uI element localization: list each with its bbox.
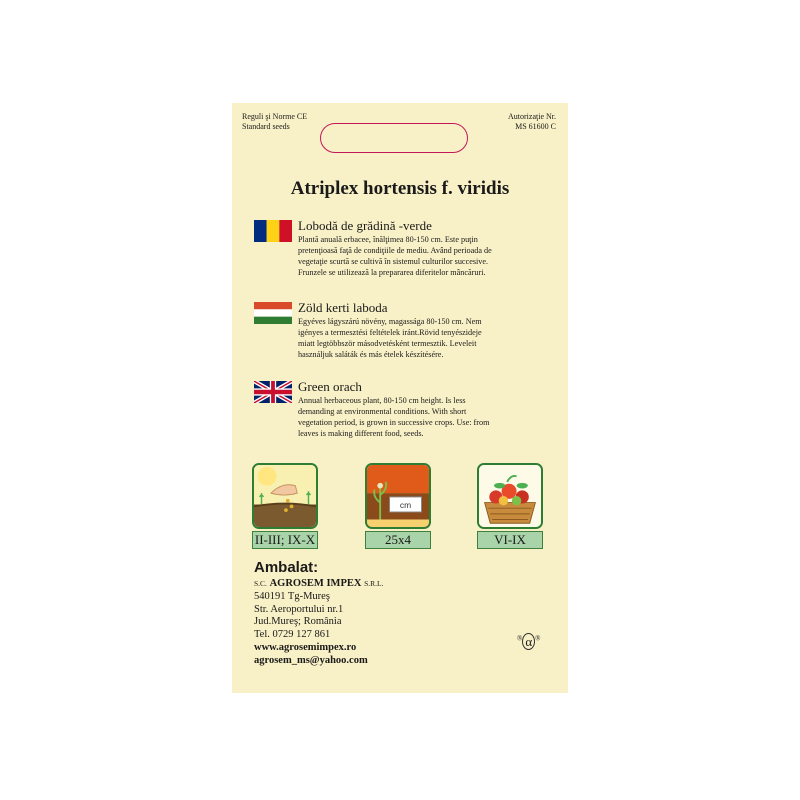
spacing-label: 25x4 (365, 531, 431, 549)
seed-packet-back (232, 103, 568, 693)
section-heading: Zöld kerti laboda (298, 300, 388, 315)
centimeter-label: cm (399, 500, 412, 511)
hang-hole (320, 123, 468, 153)
romania-flag-icon (254, 220, 292, 242)
brand-logo-icon: ® α ® (517, 634, 541, 649)
section-body: Annual herbaceous plant, 80-150 cm height. Is less demanding at environmental conditions. With short vegetation period, is grown in successive crops. Use: from leaves is making different food, seeds. (298, 396, 490, 438)
hungary-flag-icon (254, 302, 292, 324)
section-body: Egyéves lágyszárú növény, magassága 80-150 cm. Nem igényes a termesztési feltételek iránt.Rövid tenyészidеje miatt legtöbbször másodvetésként termesztik. Leveleit használjuk saláták és más ételek készítésére. (298, 317, 482, 359)
packager-address: S.C. AGROSEM IMPEX S.R.L. 540191 Tg-Mureş Str. Aeroportului nr.1 Jud.Mureş; România Tel. 0729 127 861 www.agrosemimpex.ro agrosem_ms@yahoo.com (254, 578, 384, 666)
sowing-icon (252, 463, 318, 529)
website-link[interactable]: www.agrosemimpex.ro (254, 641, 357, 653)
email-link[interactable]: agrosem_ms@yahoo.com (254, 654, 368, 666)
company-name: AGROSEM IMPEX (269, 578, 362, 589)
section-body: Plantă anuală erbacee, înălţimea 80-150 cm. Este puţin pretenţioasă faţă de condiţiile de mediu. Având perioada de vegetaţie scurtă se cultivă în sistemul culturilor succesive. Frunzele se utilizează la prepararea diferitelor mâncăruri. (298, 235, 492, 277)
harvest-period-label: VI-IX (477, 531, 543, 549)
eu-norms-note: Reguli şi Norme CE Standard seeds (242, 112, 308, 131)
plant-title: Atriplex hortensis f. viridis (290, 178, 510, 199)
harvest-icon (477, 463, 543, 529)
sowing-period-label: II-III; IX-X (252, 531, 318, 549)
spacing-icon (365, 463, 431, 529)
packaging-heading: Ambalat: (254, 559, 319, 576)
section-heading: Green orach (298, 379, 362, 394)
authorization-note: Autorizaţie Nr. MS 61600 C (508, 112, 556, 131)
section-heading: Lobodă de grădină -verde (298, 218, 432, 233)
uk-flag-icon (254, 381, 292, 403)
